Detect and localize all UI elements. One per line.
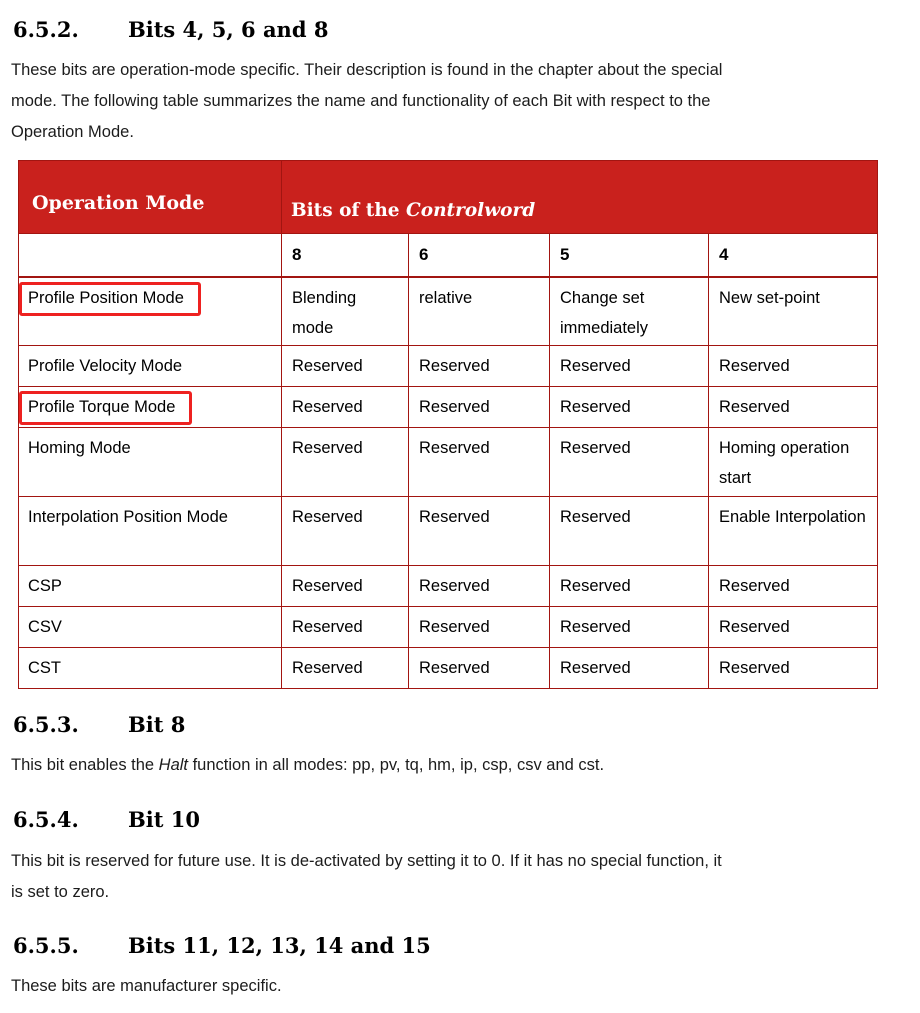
section-heading-655 — [13, 933, 431, 959]
section-number: 6.5.3. — [13, 712, 79, 737]
bit6-cell: Reserved — [409, 387, 550, 428]
bit-number-row — [19, 234, 878, 277]
bit4-cell: Reserved — [709, 648, 878, 689]
bit5-cell: Reserved — [550, 346, 709, 387]
table-header-bits-of-controlword — [282, 161, 878, 234]
mode-cell — [19, 387, 282, 428]
mode-cell: Homing Mode — [19, 428, 282, 497]
highlight-box-profile-position-mode: Profile Position Mode — [19, 282, 201, 316]
bit5-cell: Reserved — [550, 566, 709, 607]
bit8-cell: Reserved — [282, 428, 409, 497]
bit6-cell: Reserved — [409, 566, 550, 607]
paragraph-line: This bit enables the Halt function in all modes: pp, pv, tq, hm, ip, csp, csv and cst. — [11, 756, 605, 774]
paragraph-line: is set to zero. — [11, 883, 110, 901]
section-number: 6.5.2. — [13, 17, 79, 42]
table-row-csp — [19, 566, 878, 607]
mode-cell: Profile Velocity Mode — [19, 346, 282, 387]
section-number: 6.5.4. — [13, 807, 79, 832]
bit4-cell: Enable Interpolation — [709, 497, 878, 566]
section-title: Bit 10 — [128, 807, 200, 832]
section-title: Bits 11, 12, 13, 14 and 15 — [128, 933, 431, 958]
table-row-interpolation-position-mode — [19, 497, 878, 566]
table-header-row — [19, 161, 878, 234]
table-row-csv — [19, 607, 878, 648]
bit8-cell: Reserved — [282, 497, 409, 566]
bit8-cell: Reserved — [282, 648, 409, 689]
bit5-cell: Reserved — [550, 497, 709, 566]
bit4-cell: Reserved — [709, 387, 878, 428]
bit4-cell: Reserved — [709, 607, 878, 648]
halt-italic: Halt — [158, 756, 189, 774]
bit6-cell: relative — [409, 277, 550, 346]
table-row-profile-velocity-mode — [19, 346, 878, 387]
section-title: Bit 8 — [128, 712, 186, 737]
section-655-paragraph — [11, 971, 282, 1002]
bit4-cell: Homing operation start — [709, 428, 878, 497]
paragraph-line: These bits are manufacturer specific. — [11, 977, 282, 995]
bit5-cell: Reserved — [550, 607, 709, 648]
bit5-cell: Change set immediately — [550, 277, 709, 346]
bit8-cell: Reserved — [282, 346, 409, 387]
empty-cell — [19, 234, 282, 277]
table-row-homing-mode — [19, 428, 878, 497]
table-container — [18, 160, 878, 689]
bit4-cell: Reserved — [709, 566, 878, 607]
paragraph-line: These bits are operation-mode specific. Their description is found in the chapter about the special — [11, 61, 723, 79]
header-controlword-italic: Controlword — [406, 200, 536, 221]
bit-column-header-4: 4 — [709, 234, 878, 277]
bit6-cell: Reserved — [409, 428, 550, 497]
bit6-cell: Reserved — [409, 346, 550, 387]
bit-column-header-6: 6 — [409, 234, 550, 277]
table-row-cst — [19, 648, 878, 689]
mode-cell: CST — [19, 648, 282, 689]
paragraph-line: mode. The following table summarizes the name and functionality of each Bit with respect to the — [11, 92, 711, 110]
section-title: Bits 4, 5, 6 and 8 — [128, 17, 329, 42]
bit6-cell: Reserved — [409, 648, 550, 689]
bit8-cell: Reserved — [282, 607, 409, 648]
bit8-cell: Reserved — [282, 566, 409, 607]
highlight-box-profile-torque-mode: Profile Torque Mode — [19, 391, 192, 425]
bit8-cell: Blending mode — [282, 277, 409, 346]
paragraph-line: This bit is reserved for future use. It is de-activated by setting it to 0. If it has no special function, it — [11, 852, 722, 870]
bit5-cell: Reserved — [550, 428, 709, 497]
bit6-cell: Reserved — [409, 497, 550, 566]
mode-cell: CSP — [19, 566, 282, 607]
bit4-cell: New set-point — [709, 277, 878, 346]
controlword-bits-table — [18, 160, 878, 689]
bit8-cell: Reserved — [282, 387, 409, 428]
section-number: 6.5.5. — [13, 933, 79, 958]
bit5-cell: Reserved — [550, 387, 709, 428]
table-row-profile-position-mode — [19, 277, 878, 346]
header-bits-prefix: Bits of the — [291, 200, 407, 221]
mode-cell — [19, 277, 282, 346]
bit-column-header-5: 5 — [550, 234, 709, 277]
section-653-paragraph — [11, 750, 604, 781]
section-heading-652 — [13, 17, 328, 43]
table-header-operation-mode: Operation Mode — [19, 161, 282, 234]
mode-cell: CSV — [19, 607, 282, 648]
section-heading-653 — [13, 712, 185, 738]
bit5-cell: Reserved — [550, 648, 709, 689]
bit6-cell: Reserved — [409, 607, 550, 648]
bit-column-header-8: 8 — [282, 234, 409, 277]
section-652-paragraph — [11, 55, 722, 148]
section-654-paragraph — [11, 846, 722, 908]
mode-cell: Interpolation Position Mode — [19, 497, 282, 566]
bit4-cell: Reserved — [709, 346, 878, 387]
paragraph-line: Operation Mode. — [11, 123, 134, 141]
section-heading-654 — [13, 807, 200, 833]
table-row-profile-torque-mode — [19, 387, 878, 428]
